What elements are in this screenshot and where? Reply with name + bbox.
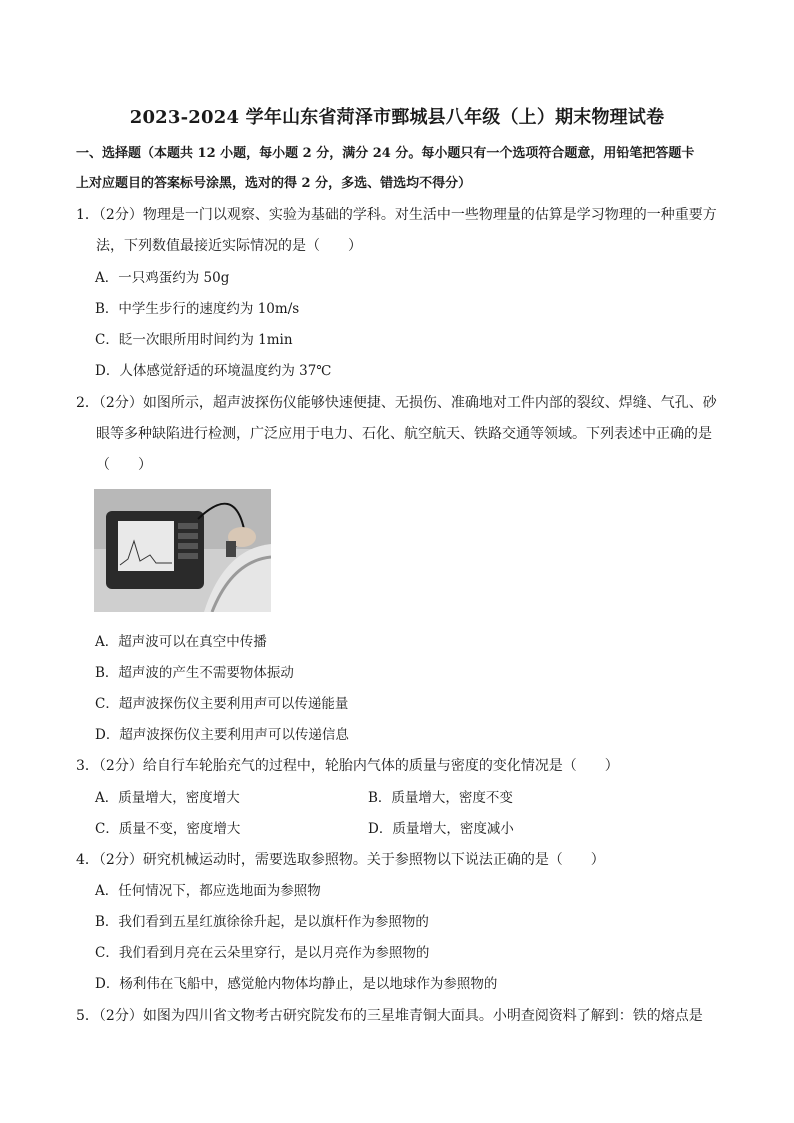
- ultrasonic-flaw-detector-photo: [94, 489, 271, 612]
- section-instructions-line-2: 上对应题目的答案标号涂黑，选对的得 2 分，多选、错选均不得分）: [76, 176, 472, 191]
- question-2-option-d: D．超声波探伤仪主要利用声可以传递信息: [95, 727, 349, 743]
- question-4-option-b: B．我们看到五星红旗徐徐升起，是以旗杆作为参照物的: [95, 914, 429, 930]
- question-3-option-b: B．质量增大，密度不变: [368, 790, 513, 806]
- question-2-option-c: C．超声波探伤仪主要利用声可以传递能量: [95, 696, 349, 712]
- question-4-option-d: D．杨利伟在飞船中，感觉舱内物体均静止，是以地球作为参照物的: [95, 976, 498, 992]
- exam-title: 2023-2024 学年山东省菏泽市鄄城县八年级（上）期末物理试卷: [129, 107, 665, 128]
- question-3-option-a: A．质量增大，密度增大: [95, 790, 240, 806]
- question-2-text-cont-2: （ ）: [96, 457, 152, 473]
- question-1-text: 1．（2分）物理是一门以观察、实验为基础的学科。对生活中一些物理量的估算是学习物理的一种重要方: [76, 207, 717, 223]
- question-1-option-c: C．眨一次眼所用时间约为 1min: [95, 332, 293, 348]
- question-1-option-b: B．中学生步行的速度约为 10m/s: [95, 301, 300, 317]
- question-2-text: 2．（2分）如图所示，超声波探伤仪能够快速便捷、无损伤、准确地对工件内部的裂纹、焊缝、气孔、砂: [76, 395, 717, 411]
- question-3-text: 3．（2分）给自行车轮胎充气的过程中，轮胎内气体的质量与密度的变化情况是（ ）: [76, 758, 619, 774]
- question-2-text-cont: 眼等多种缺陷进行检测，广泛应用于电力、石化、航空航天、铁路交通等领域。下列表述中正确的是: [96, 426, 712, 442]
- question-4-text: 4．（2分）研究机械运动时，需要选取参照物。关于参照物以下说法正确的是（ ）: [76, 852, 605, 868]
- question-5-text: 5．（2分）如图为四川省文物考古研究院发布的三星堆青铜大面具。小明查阅资料了解到：铁的熔点是: [76, 1008, 703, 1024]
- question-1-option-a: A．一只鸡蛋约为 50g: [95, 270, 230, 286]
- question-2-option-b: B．超声波的产生不需要物体振动: [95, 665, 294, 681]
- question-4-option-c: C．我们看到月亮在云朵里穿行，是以月亮作为参照物的: [95, 945, 430, 961]
- question-3-option-d: D．质量增大，密度减小: [368, 821, 514, 837]
- section-instructions-line-1: 一、选择题（本题共 12 小题，每小题 2 分，满分 24 分。每小题只有一个选项符合题意，用铅笔把答题卡: [76, 146, 695, 161]
- question-3-option-c: C．质量不变，密度增大: [95, 821, 241, 837]
- question-4-option-a: A．任何情况下，都应选地面为参照物: [95, 883, 321, 899]
- question-2-option-a: A．超声波可以在真空中传播: [95, 634, 267, 650]
- question-1-option-d: D．人体感觉舒适的环境温度约为 37℃: [95, 363, 332, 379]
- question-1-text-cont: 法，下列数值最接近实际情况的是（ ）: [96, 238, 362, 254]
